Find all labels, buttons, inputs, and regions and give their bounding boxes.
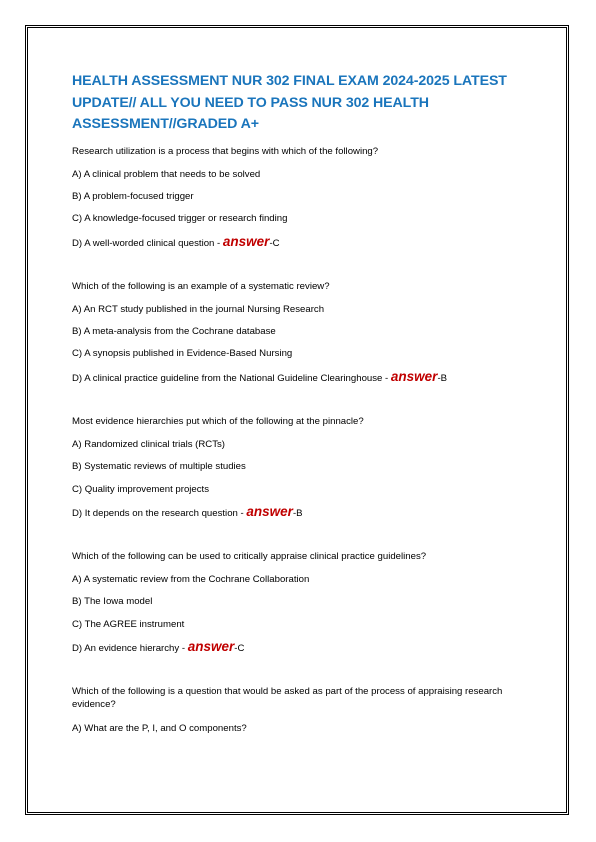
option-d bbox=[72, 235, 532, 250]
option-a: A) A systematic review from the Cochrane Collaboration bbox=[72, 574, 310, 586]
option-d bbox=[72, 370, 532, 385]
option-d-text: D) An evidence hierarchy bbox=[72, 642, 180, 654]
question-block-3 bbox=[72, 415, 532, 520]
document-body bbox=[72, 71, 532, 744]
option-b: B) A problem-focused trigger bbox=[72, 191, 194, 203]
option-c: C) The AGREE instrument bbox=[72, 618, 185, 630]
question-text: Which of the following can be used to critically appraise clinical practice guidelines? bbox=[72, 550, 427, 562]
answer-label: answer bbox=[187, 638, 235, 654]
option-d-text: D) A well-worded clinical question bbox=[72, 237, 215, 249]
answer-value: -B bbox=[292, 507, 303, 519]
answer-separator: - bbox=[382, 372, 391, 384]
option-b: B) Systematic reviews of multiple studies bbox=[72, 461, 246, 473]
answer-separator: - bbox=[214, 237, 223, 249]
option-a: A) An RCT study published in the journal Nursing Research bbox=[72, 304, 325, 316]
option-d bbox=[72, 640, 532, 655]
answer-value: -B bbox=[437, 372, 448, 384]
option-b: B) A meta-analysis from the Cochrane database bbox=[72, 326, 276, 338]
option-c: C) A synopsis published in Evidence-Based Nursing bbox=[72, 348, 293, 360]
answer-label: answer bbox=[222, 233, 270, 249]
option-a: A) What are the P, I, and O components? bbox=[72, 722, 247, 734]
option-d-text: D) A clinical practice guideline from the National Guideline Clearinghouse bbox=[72, 372, 383, 384]
option-d bbox=[72, 505, 532, 520]
question-text: Which of the following is a question that would be asked as part of the process of appraising research evidence? bbox=[72, 685, 503, 711]
question-block-4 bbox=[72, 550, 532, 655]
answer-separator: - bbox=[179, 642, 188, 654]
question-text: Most evidence hierarchies put which of the following at the pinnacle? bbox=[72, 415, 364, 427]
answer-value: -C bbox=[234, 642, 245, 654]
answer-label: answer bbox=[246, 503, 293, 519]
option-c: C) Quality improvement projects bbox=[72, 483, 210, 495]
option-b: B) The Iowa model bbox=[72, 596, 153, 608]
answer-value: -C bbox=[269, 237, 280, 249]
question-text: Which of the following is an example of a systematic review? bbox=[72, 280, 330, 292]
question-block-1 bbox=[72, 145, 532, 250]
option-a: A) Randomized clinical trials (RCTs) bbox=[72, 439, 226, 451]
document-title: HEALTH ASSESSMENT NUR 302 FINAL EXAM 2024-2025 LATEST UPDATE// ALL YOU NEED TO PASS NUR 302 HEALTH ASSESSMENT//GRADED A+ bbox=[72, 73, 507, 132]
option-d-text: D) It depends on the research question bbox=[72, 507, 238, 519]
option-a: A) A clinical problem that needs to be solved bbox=[72, 169, 261, 180]
question-block-2 bbox=[72, 280, 532, 385]
option-c: C) A knowledge-focused trigger or research finding bbox=[72, 213, 288, 225]
question-block-5 bbox=[72, 685, 532, 735]
answer-label: answer bbox=[390, 368, 438, 384]
question-text: Research utilization is a process that begins with which of the following? bbox=[72, 145, 379, 157]
answer-separator: - bbox=[237, 507, 247, 519]
